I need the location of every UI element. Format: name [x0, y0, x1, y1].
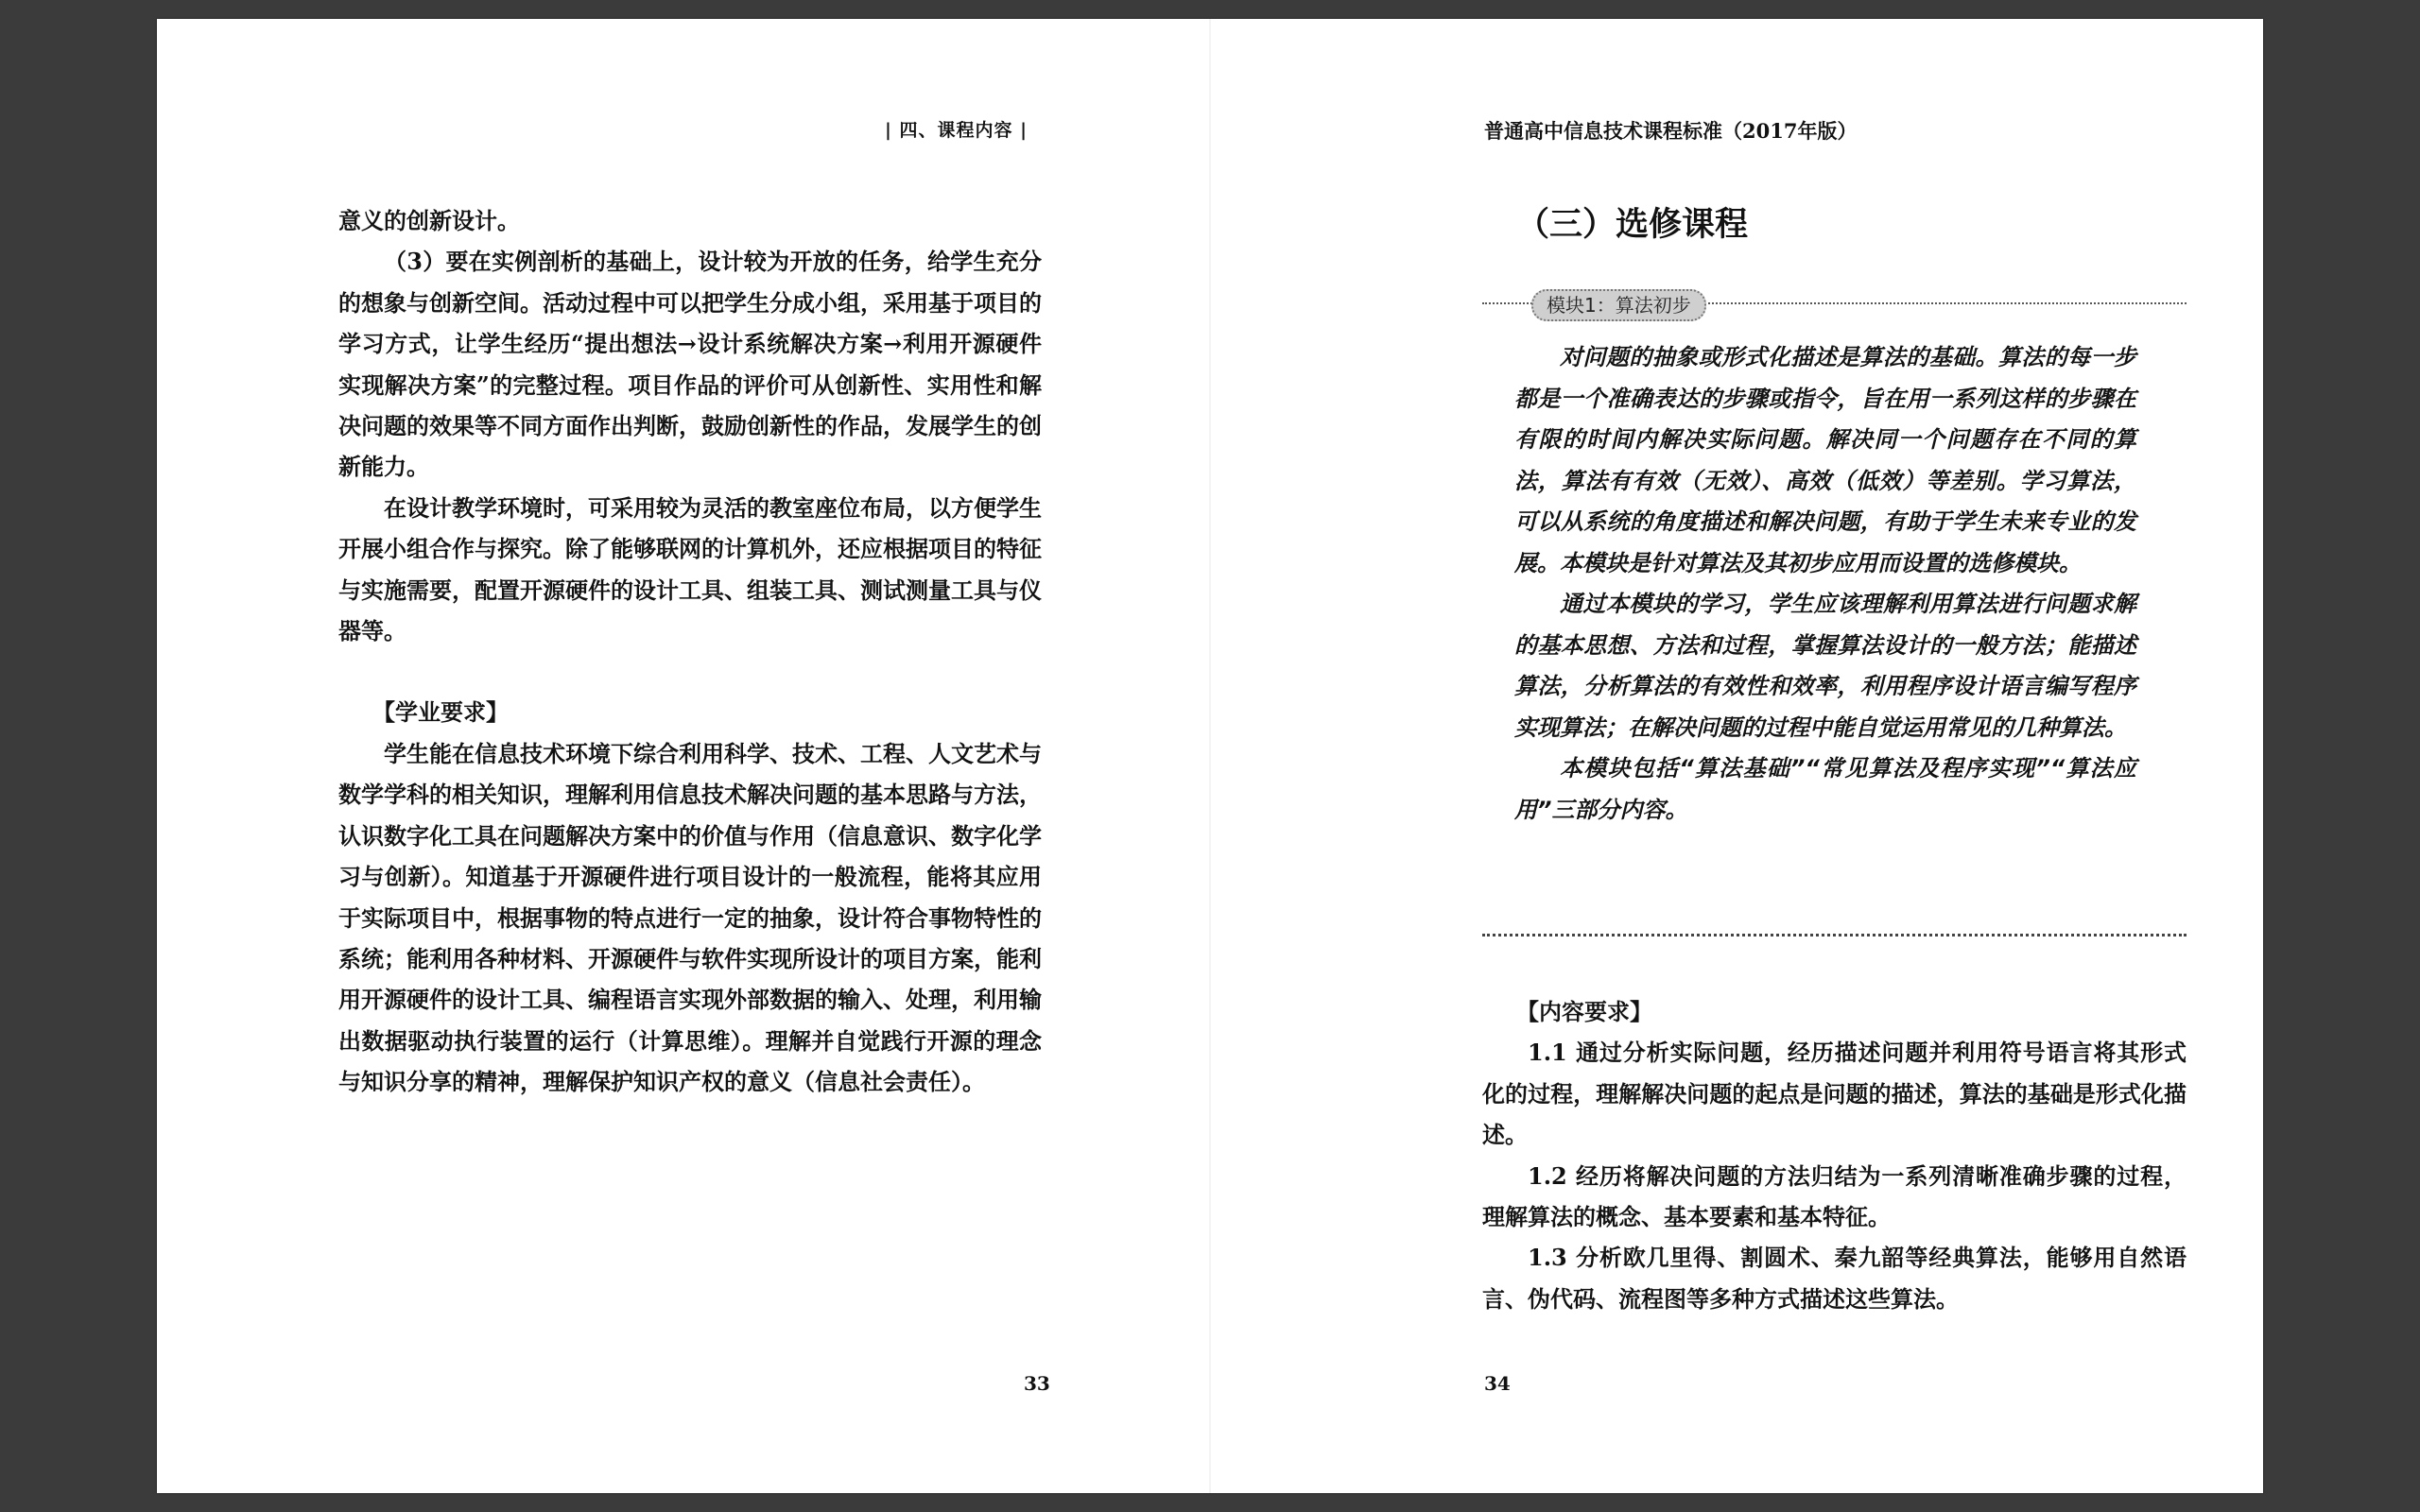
intro-paragraph: 对问题的抽象或形式化描述是算法的基础。算法的每一步都是一个准确表达的步骤或指令，旨在用一系列这样的步骤在有限的时间内解决实际问题。解决同一个问题存在不同的算法，算法有有效（无效）、高效（低效）等差别。学习算法，可以从系统的角度描述和解决问题，有助于学生未来专业的发展。本模块是针对算法及其初步应用而设置的选修模块。: [1514, 344, 2136, 576]
intro-paragraph: 本模块包括“算法基础”“常见算法及程序实现”“算法应用”三部分内容。: [1514, 755, 2136, 823]
academic-requirements-paragraph: 学生能在信息技术环境下综合利用科学、技术、工程、人文艺术与数学学科的相关知识，理解利用信息技术解决问题的基本思路与方法，认识数字化工具在问题解决方案中的价值与作用（信息意识、数字化学习与创新）。知道基于开源硬件进行项目设计的一般流程，能将其应用于实际项目中，根据事物的特点进行一定的抽象，设计符合事物特性的系统；能利用各种材料、开源硬件与软件实现所设计的项目方案，能利用开源硬件的设计工具、编程语言实现外部数据的输入、处理，利用输出数据驱动执行装置的运行（计算思维）。理解并自觉践行开源的理念与知识分享的精神，理解保护知识产权的意义（信息社会责任）。: [338, 739, 1042, 1096]
section-title: （三）选修课程: [1516, 205, 1749, 244]
academic-requirements-heading: 【学业要求】: [372, 698, 509, 727]
content-requirements: [1482, 991, 2187, 1319]
module-banner: [1482, 289, 2187, 318]
paragraph-environment: 在设计教学环境时，可采用较为灵活的教室座位布局，以方便学生开展小组合作与探究。除了能够联网的计算机外，还应根据项目的特征与实施需要，配置开源硬件的设计工具、组装工具、测试测量工具与仪器等。: [338, 493, 1042, 645]
requirement-item: 1.3 分析欧几里得、割圆术、秦九韶等经典算法，能够用自然语言、伪代码、流程图等多种方式描述这些算法。: [1482, 1244, 2187, 1313]
paragraph-continuation: 意义的创新设计。: [338, 207, 520, 234]
running-head-left: | 四、课程内容 |: [885, 120, 1028, 141]
right-page: [1210, 19, 2263, 1493]
intro-paragraph: 通过本模块的学习，学生应该理解利用算法进行问题求解的基本思想、方法和过程，掌握算法设计的一般方法；能描述算法，分析算法的有效性和效率，利用程序设计语言编写程序实现算法；在解决问题的过程中能自觉运用常见的几种算法。: [1514, 591, 2136, 741]
content-requirements-heading: 【内容要求】: [1516, 998, 1652, 1025]
left-page: [157, 19, 1210, 1493]
book-spread: [157, 19, 2263, 1493]
module-badge: 模块1：算法初步: [1531, 289, 1706, 321]
dotted-divider: [1482, 934, 2187, 936]
running-head-right: 普通高中信息技术课程标准（2017年版）: [1484, 119, 1858, 143]
requirement-item: 1.1 通过分析实际问题，经历描述问题并利用符号语言将其形式化的过程，理解解决问题的起点是问题的描述，算法的基础是形式化描述。: [1482, 1039, 2187, 1149]
paragraph-item-3: （3）要在实例剖析的基础上，设计较为开放的任务，给学生充分的想象与创新空间。活动过程中可以把学生分成小组，采用基于项目的学习方式，让学生经历“提出想法→设计系统解决方案→利用开源硬件实现解决方案”的完整过程。项目作品的评价可从创新性、实用性和解决问题的效果等不同方面作出判断，鼓励创新性的作品，发展学生的创新能力。: [338, 248, 1042, 481]
requirement-item: 1.2 经历将解决问题的方法归结为一系列清晰准确步骤的过程，理解算法的概念、基本要素和基本特征。: [1482, 1161, 2187, 1231]
spacer: [338, 651, 1042, 692]
left-body-text: [338, 200, 1042, 1103]
page-number-left: 33: [1024, 1372, 1050, 1395]
page-number-right: 34: [1484, 1372, 1511, 1395]
module-intro: [1514, 337, 2136, 831]
